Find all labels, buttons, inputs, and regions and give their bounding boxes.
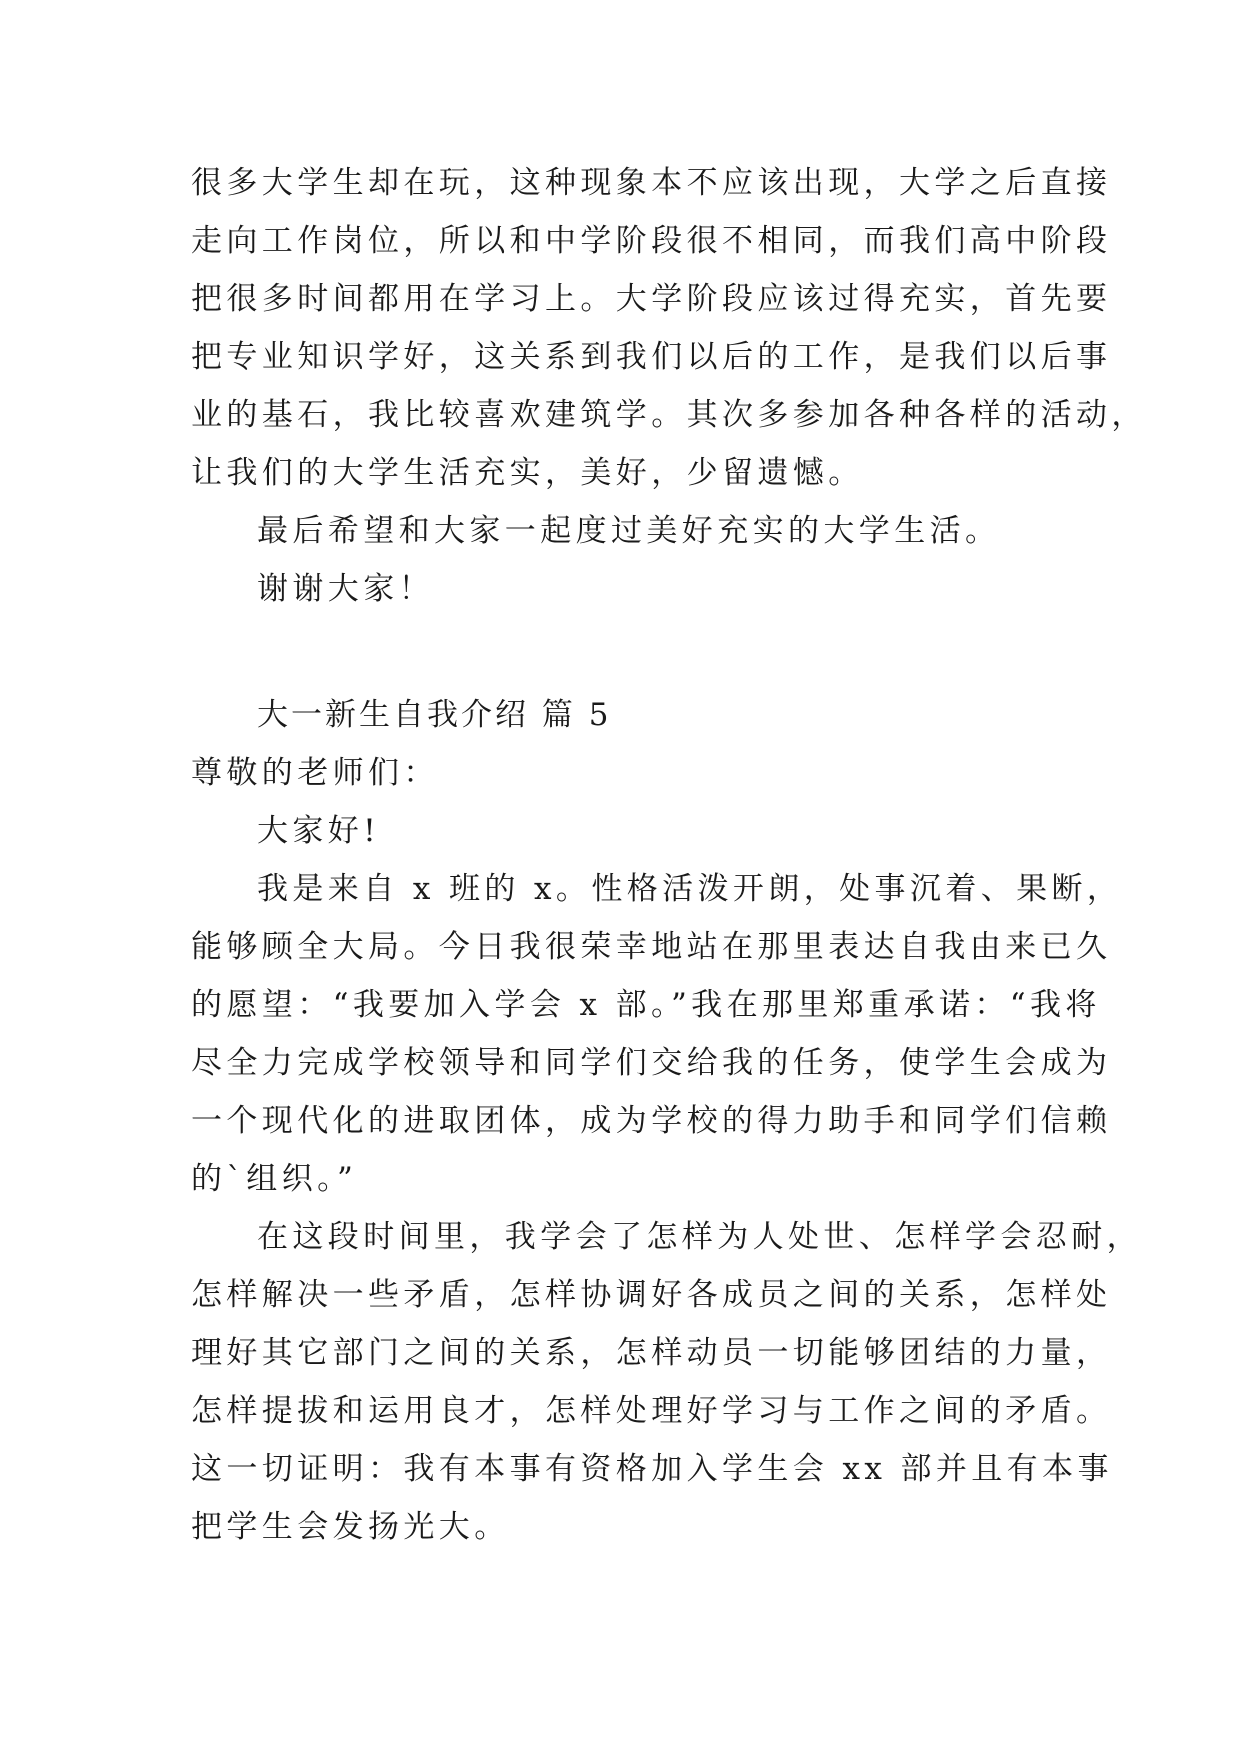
text-line: 的愿望：“我要加入学会 x 部。”我在那里郑重承诺：“我将: [191, 987, 1101, 1023]
document-body: [191, 154, 1147, 1556]
greeting: 大家好!: [257, 813, 381, 849]
text-line: 很多大学生却在玩，这种现象本不应该出现，大学之后直接: [191, 165, 1112, 201]
text-line: 把专业知识学好，这关系到我们以后的工作，是我们以后事: [191, 339, 1112, 375]
salutation: 尊敬的老师们：: [191, 755, 439, 791]
text-line: 尽全力完成学校领导和同学们交给我的任务，使学生会成为: [191, 1045, 1112, 1081]
text-line: 能够顾全大局。今日我很荣幸地站在那里表达自我由来已久: [191, 929, 1112, 965]
text-line: 把学生会发扬光大。: [191, 1509, 510, 1545]
text-line: 我是来自 x 班的 x。性格活泼开朗，处事沉着、果断，: [257, 871, 1123, 907]
text-line: 一个现代化的进取团体，成为学校的得力助手和同学们信赖: [191, 1103, 1112, 1139]
text-line: 最后希望和大家一起度过美好充实的大学生活。: [257, 513, 1001, 549]
text-line: 怎样提拔和运用良才，怎样处理好学习与工作之间的矛盾。: [191, 1393, 1112, 1429]
text-line: 怎样解决一些矛盾，怎样协调好各成员之间的关系，怎样处: [191, 1277, 1112, 1313]
section-title: 大一新生自我介绍 篇 5: [257, 697, 612, 733]
text-line: 这一切证明：我有本事有资格加入学生会 xx 部并且有本事: [191, 1451, 1113, 1487]
text-line: 的`组织。”: [191, 1161, 358, 1197]
text-line: 把很多时间都用在学习上。大学阶段应该过得充实，首先要: [191, 281, 1112, 317]
text-line: 谢谢大家！: [257, 571, 434, 607]
text-line: 业的基石，我比较喜欢建筑学。其次多参加各种各样的活动，: [191, 397, 1147, 433]
text-line: 走向工作岗位，所以和中学阶段很不相同，而我们高中阶段: [191, 223, 1112, 259]
section-gap: [191, 618, 1061, 686]
text-line: 在这段时间里，我学会了怎样为人处世、怎样学会忍耐，: [257, 1219, 1142, 1255]
text-line: 理好其它部门之间的关系，怎样动员一切能够团结的力量，: [191, 1335, 1112, 1371]
text-line: 让我们的大学生活充实，美好，少留遗憾。: [191, 455, 864, 491]
